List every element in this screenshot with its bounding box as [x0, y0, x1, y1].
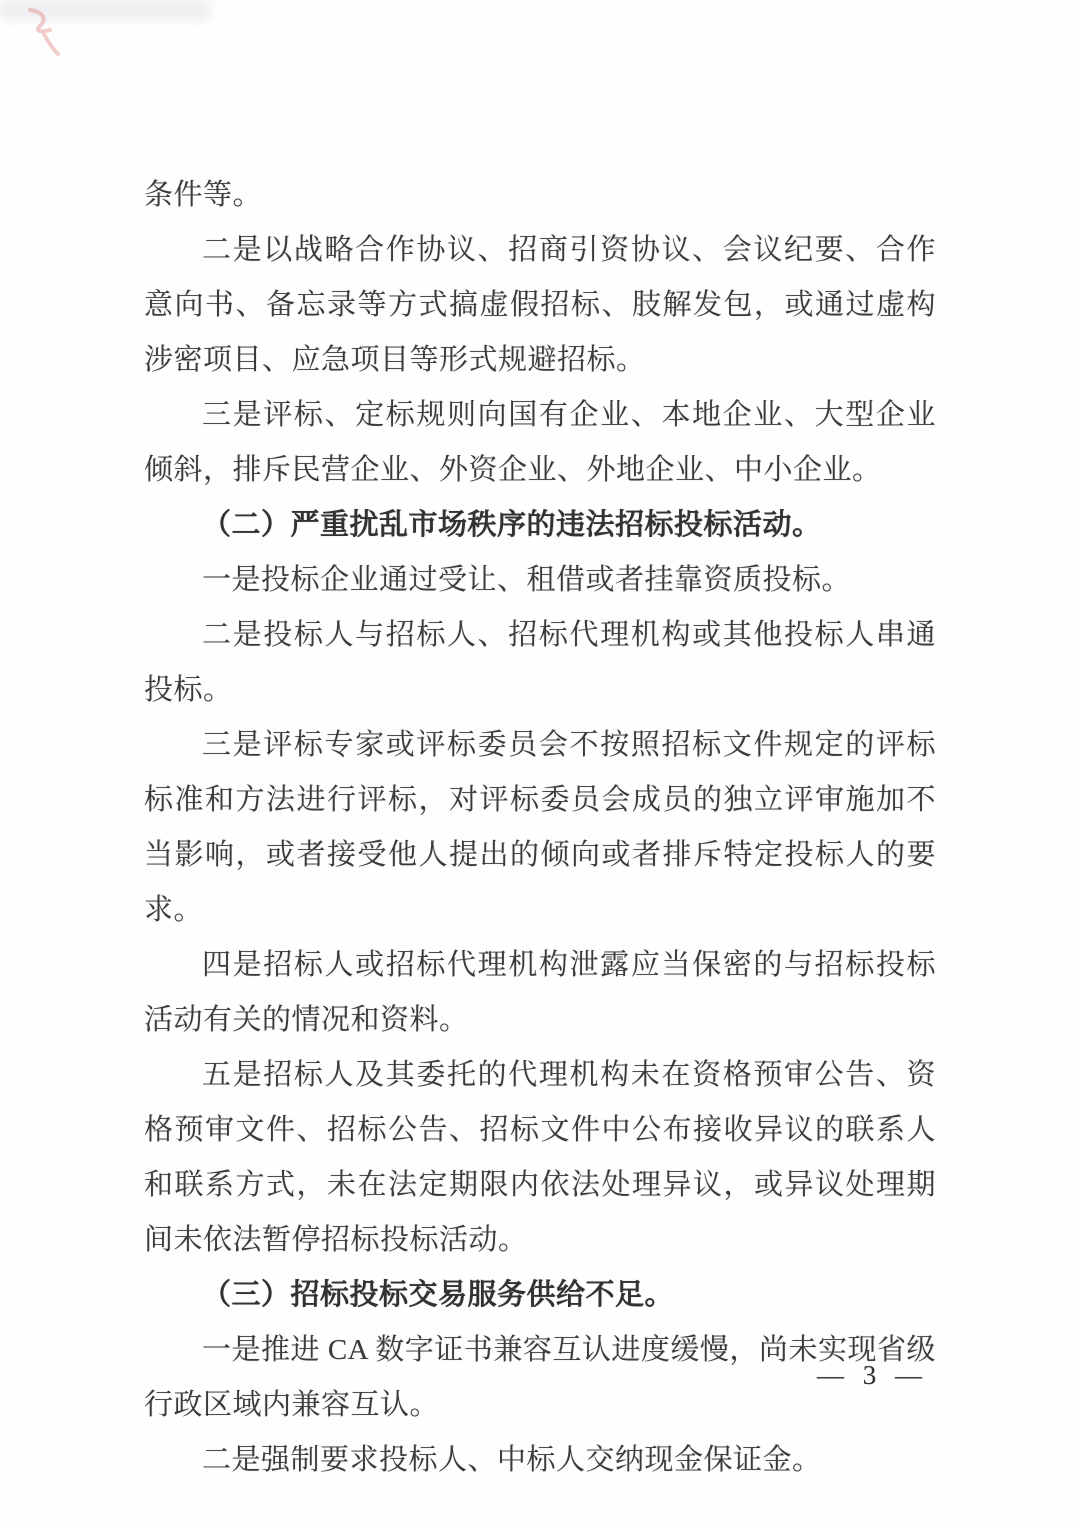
paragraph: 四是招标人或招标代理机构泄露应当保密的与招标投标活动有关的情况和资料。 — [144, 949, 936, 1036]
scan-artifact-band — [0, 0, 210, 20]
paragraph: 二是以战略合作协议、招商引资协议、会议纪要、合作意向书、备忘录等方式搞虚假招标、肢解发包，或通过虚构涉密项目、应急项目等形式规避招标。 — [144, 234, 936, 376]
paragraph: 一是推进 CA 数字证书兼容互认进度缓慢，尚未实现省级行政区域内兼容互认。 — [144, 1334, 936, 1421]
paragraph: 三是评标专家或评标委员会不按照招标文件规定的评标标准和方法进行评标，对评标委员会成员的独立评审施加不当影响，或者接受他人提出的倾向或者排斥特定投标人的要求。 — [144, 729, 936, 926]
section-heading: （三）招标投标交易服务供给不足。 — [202, 1279, 675, 1311]
paragraph: 二是投标人与招标人、招标代理机构或其他投标人串通投标。 — [144, 619, 936, 706]
document-body — [144, 168, 936, 1488]
section-heading: （二）严重扰乱市场秩序的违法招标投标活动。 — [202, 509, 822, 541]
paragraph: 三是评标、定标规则向国有企业、本地企业、大型企业倾斜，排斥民营企业、外资企业、外地企业、中小企业。 — [144, 399, 936, 486]
paragraph: 五是招标人及其委托的代理机构未在资格预审公告、资格预审文件、招标公告、招标文件中公布接收异议的联系人和联系方式，未在法定期限内依法处理异议，或异议处理期间未依法暂停招标投标活动。 — [144, 1059, 936, 1256]
page-number: — 3 — — [817, 1360, 928, 1390]
paragraph: 条件等。 — [144, 179, 263, 211]
paragraph: 一是投标企业通过受让、租借或者挂靠资质投标。 — [202, 564, 852, 596]
red-pen-mark — [18, 2, 78, 62]
paragraph: 二是强制要求投标人、中标人交纳现金保证金。 — [202, 1444, 822, 1476]
